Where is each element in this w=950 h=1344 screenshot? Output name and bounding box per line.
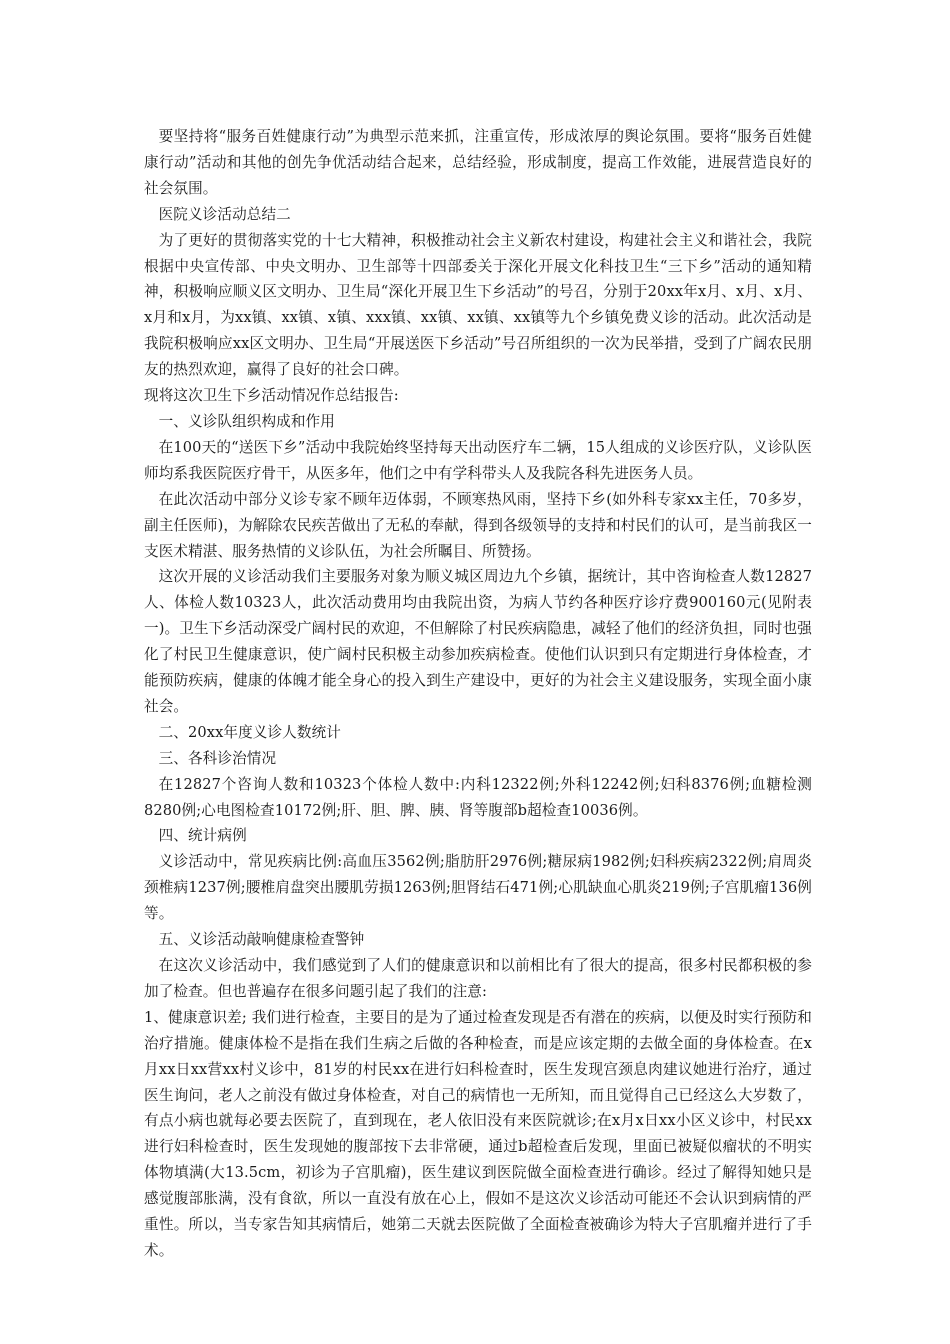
paragraph-background: 为了更好的贯彻落实党的十七大精神，积极推动社会主义新农村建设，构建社会主义和谐社会，我院根据中央宣传部、中央文明办、卫生部等十四部委关于深化开展文化科技卫生“三下乡”活动的通知精神，积极响应顺义区文明办、卫生局“深化开展卫生下乡活动”的号召，分别于20xx年x月、x月、x月、x月和x月，为xx镇、xx镇、x镇、xxx镇、xx镇、xx镇、xx镇等九个乡镇免费义诊的活动。此次活动是我院积极响应xx区文明办、卫生局“开展送医下乡活动”号召所组织的一次为民举措，受到了广阔农民朋友的热烈欢迎，赢得了良好的社会口碑。 [144,231,812,379]
paragraph-department-counts: 在12827个咨询人数和10323个体检人数中:内科12322例;外科12242例;妇科8376例;血糖检测8280例;心电图检查10172例;肝、胆、脾、胰、肾等腹部b超检查10036例。 [144,775,812,819]
paragraph-case-counts: 义诊活动中，常见疾病比例:高血压3562例;脂肪肝2976例;糖尿病1982例;妇科疾病2322例;肩周炎颈椎病1237例;腰椎肩盘突出腰肌劳损1263例;胆肾结石471例;心肌缺血心肌炎219例;子宫肌瘤136例等。 [144,853,812,923]
heading-health-warning: 五、义诊活动敲响健康检查警钟 [158,931,365,949]
heading-team-structure: 一、义诊队组织构成和作用 [158,412,335,430]
heading-annual-stats: 二、20xx年度义诊人数统计 [158,723,341,741]
paragraph-health-awareness: 在这次义诊活动中，我们感觉到了人们的健康意识和以前相比有了很大的提高，很多村民都积极的参加了检查。但也普遍存在很多问题引起了我们的注意: [144,957,812,1000]
heading-case-stats: 四、统计病例 [158,827,247,845]
paragraph-intro: 要坚持将“服务百姓健康行动”为典型示范来抓，注重宣传，形成浓厚的舆论氛围。要将“服务百姓健康行动”活动和其他的创先争优活动结合起来，总结经验，形成制度，提高工作效能，进展营造良好的社会氛围。 [144,128,812,197]
paragraph-service-stats: 这次开展的义诊活动我们主要服务对象为顺义城区周边九个乡镇，据统计，其中咨询检查人数12827人、体检人数10323人，此次活动费用均由我院出资，为病人节约各种医疗诊疗费900160元(见附表一)。卫生下乡活动深受广阔村民的欢迎，不但解除了村民疾病隐患，减轻了他们的经济负担，同时也强化了村民卫生健康意识，使广阔村民积极主动参加疾病检查。使他们认识到只有定期进行身体检查，才能预防疾病，健康的体魄才能全身心的投入到生产建设中，更好的为社会主义建设服务，实现全面小康社会。 [144,568,812,715]
paragraph-poor-awareness: 1、健康意识差; 我们进行检查，主要目的是为了通过检查发现是否有潜在的疾病，以便及时实行预防和治疗措施。健康体检不是指在我们生病之后做的各种检查，而是应该定期的去做全面的身体检查。在x月xx日xx营xx村义诊中，81岁的村民xx在进行妇科检查时，医生发现宫颈息肉建议她进行治疗，通过医生询问，老人之前没有做过身体检查，对自己的病情也一无所知，而且觉得自己已经这么大岁数了，有点小病也就每必要去医院了，直到现在，老人依旧没有来医院就诊;在x月x日xx小区义诊中，村民xx进行妇科检查时，医生发现她的腹部按下去非常硬，通过b超检查后发现，里面已被疑似瘤状的不明实体物填满(大13.5cm，初诊为子宫肌瘤)，医生建议到医院做全面检查进行确诊。经过了解得知她只是感觉腹部胀满，没有食欲，所以一直没有放在心上，假如不是这次义诊活动可能还不会认识到病情的严重性。所以，当专家告知其病情后，她第二天就去医院做了全面检查被确诊为特大子宫肌瘤并进行了手术。 [144,1008,812,1259]
heading-departments: 三、各科诊治情况 [158,749,277,767]
paragraph-experts: 在此次活动中部分义诊专家不顾年迈体弱，不顾寒热风雨，坚持下乡(如外科专家xx主任，70多岁，副主任医师)，为解除农民疾苦做出了无私的奉献，得到各级领导的支持和村民们的认可，是当前我区一支医术精湛、服务热情的义诊队伍，为社会所瞩目、所赞扬。 [144,490,812,560]
document-page [144,124,812,1264]
paragraph-team: 在100天的“送医下乡”活动中我院始终坚持每天出动医疗车二辆，15人组成的义诊医疗队，义诊队医师均系我医院医疗骨干，从医多年，他们之中有学科带头人及我院各科先进医务人员。 [144,438,812,482]
paragraph-report-lead: 现将这次卫生下乡活动情况作总结报告: [144,387,399,405]
section-title-summary-two: 医院义诊活动总结二 [158,205,291,223]
